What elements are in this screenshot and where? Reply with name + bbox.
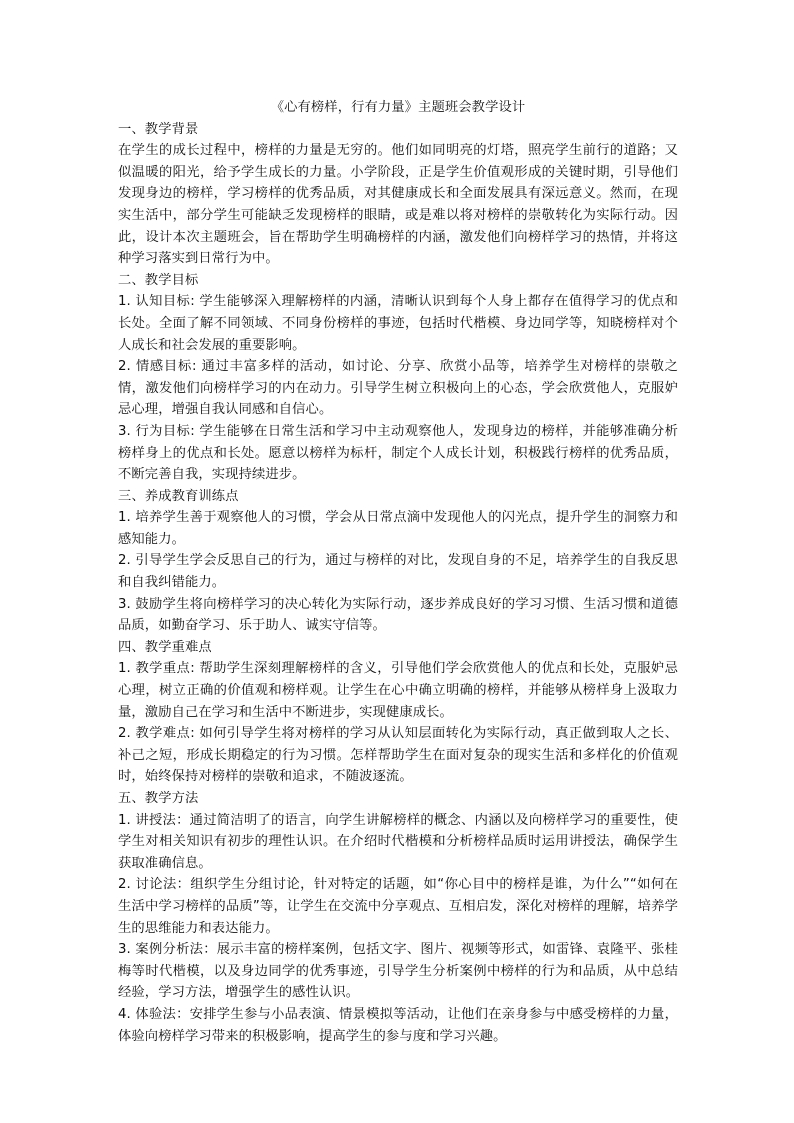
paragraph: 2. 教学难点: 如何引导学生将对榜样的学习从认知层面转化为实际行动，真正做到取人之长、补己之短，形成长期稳定的行为习惯。怎样帮助学生在面对复杂的现实生活和多样化的价值观时，始终保持对榜样的崇敬和追求，不随波逐流。 [118,726,678,785]
section-objectives [118,270,678,486]
paragraph: 1. 教学重点: 帮助学生深刻理解榜样的含义，引导他们学会欣赏他人的优点和长处，克服妒忌心理，树立正确的价值观和榜样观。让学生在心中确立明确的榜样，并能够从榜样身上汲取力量，激励自己在学习和生活中不断进步，实现健康成长。 [118,661,678,720]
paragraph: 4. 体验法：安排学生参与小品表演、情景模拟等活动，让他们在亲身参与中感受榜样的力量，体验向榜样学习带来的积极影响，提高学生的参与度和学习兴趣。 [118,1006,678,1044]
paragraph: 1. 讲授法：通过简洁明了的语言，向学生讲解榜样的概念、内涵以及向榜样学习的重要性，使学生对相关知识有初步的理性认识。在介绍时代楷模和分析榜样品质时运用讲授法，确保学生获取准确信息。 [118,812,678,871]
paragraph: 2. 情感目标: 通过丰富多样的活动，如讨论、分享、欣赏小品等，培养学生对榜样的崇敬之情，激发他们向榜样学习的内在动力。引导学生树立积极向上的心态，学会欣赏他人，克服妒忌心理，增强自我认同感和自信心。 [118,359,678,418]
paragraph: 3. 案例分析法：展示丰富的榜样案例，包括文字、图片、视频等形式，如雷锋、袁隆平、张桂梅等时代楷模，以及身边同学的优秀事迹，引导学生分析案例中榜样的行为和品质，从中总结经验，学习方法，增强学生的感性认识。 [118,942,678,1001]
section-heading: 二、教学目标 [118,272,199,288]
section-methods [118,788,678,1047]
paragraph: 1. 认知目标: 学生能够深入理解榜样的内涵，清晰认识到每个人身上都存在值得学习的优点和长处。全面了解不同领域、不同身份榜样的事迹，包括时代楷模、身边同学等，知晓榜样对个人成长和社会发展的重要影响。 [118,294,678,353]
document-title: 《心有榜样，行有力量》主题班会教学设计 [270,100,526,115]
section-heading: 三、养成教育训练点 [118,488,239,504]
section-key-points [118,637,678,788]
document-page [118,97,678,1047]
section-heading: 一、教学背景 [118,121,199,137]
paragraph: 2. 引导学生学会反思自己的行为，通过与榜样的对比，发现自身的不足，培养学生的自我反思和自我纠错能力。 [118,553,678,591]
section-background [118,119,678,270]
section-training-points [118,486,678,637]
paragraph: 3. 行为目标: 学生能够在日常生活和学习中主动观察他人，发现身边的榜样，并能够准确分析榜样身上的优点和长处。愿意以榜样为标杆，制定个人成长计划，积极践行榜样的优秀品质，不断完善自我，实现持续进步。 [118,423,678,483]
section-heading: 四、教学重难点 [118,639,212,655]
paragraph: 1. 培养学生善于观察他人的习惯，学会从日常点滴中发现他人的闪光点，提升学生的洞察力和感知能力。 [118,510,678,547]
paragraph: 2. 讨论法：组织学生分组讨论，针对特定的话题，如“你心目中的榜样是谁，为什么”“如何在生活中学习榜样的品质”等，让学生在交流中分享观点、互相启发，深化对榜样的理解，培养学生的思维能力和表达能力。 [118,877,678,936]
paragraph: 3. 鼓励学生将向榜样学习的决心转化为实际行动，逐步养成良好的学习习惯、生活习惯和道德品质，如勤奋学习、乐于助人、诚实守信等。 [118,596,678,634]
paragraph: 在学生的成长过程中，榜样的力量是无穷的。他们如同明亮的灯塔，照亮学生前行的道路；又似温暖的阳光，给予学生成长的力量。小学阶段，正是学生价值观形成的关键时期，引导他们发现身边的榜样，学习榜样的优秀品质，对其健康成长和全面发展具有深远意义。然而，在现实生活中，部分学生可能缺乏发现榜样的眼睛，或是难以将对榜样的崇敬转化为实际行动。因此，设计本次主题班会，旨在帮助学生明确榜样的内涵，激发他们向榜样学习的热情，并将这种学习落实到日常行为中。 [118,143,678,267]
section-heading: 五、教学方法 [118,791,199,806]
